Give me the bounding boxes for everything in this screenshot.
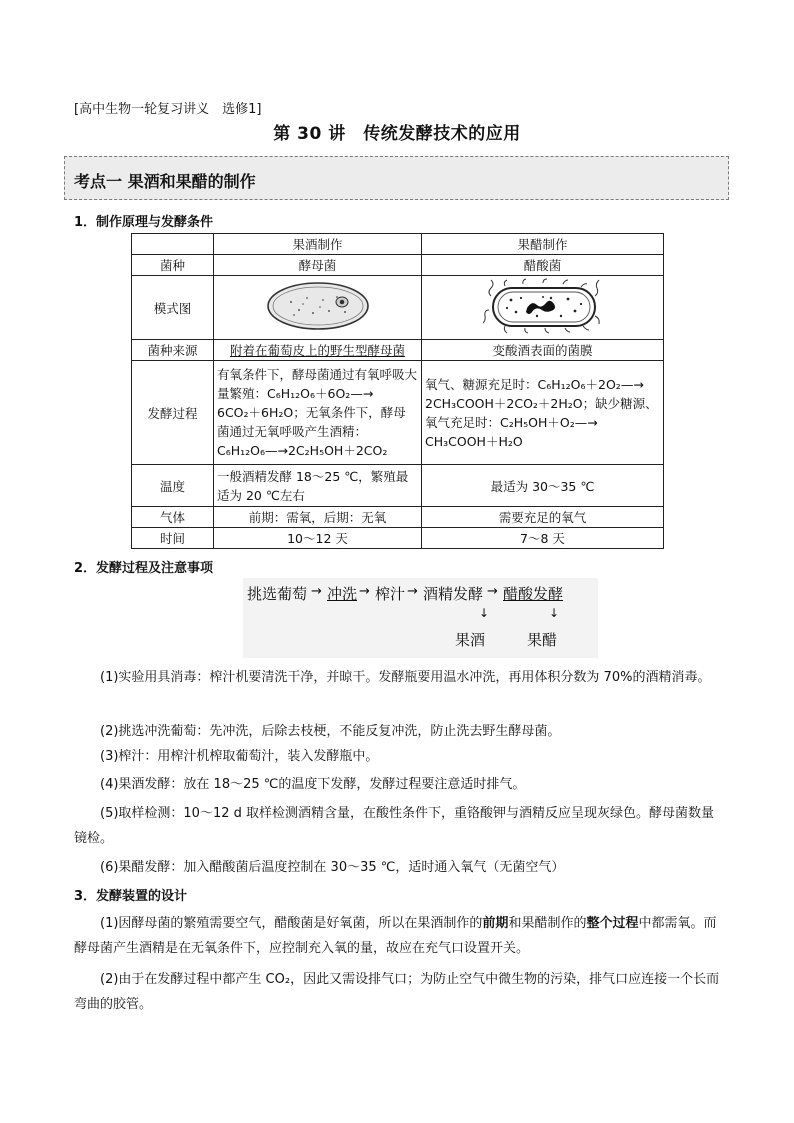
table-row bbox=[132, 234, 664, 255]
kaodian-title: 考点一 果酒和果醋的制作 bbox=[74, 172, 256, 191]
bacteria-cell-diagram bbox=[483, 278, 603, 334]
table-cell: 需要充足的氧气 bbox=[422, 507, 664, 528]
table-header-empty bbox=[132, 234, 214, 255]
table-cell: 10～12 天 bbox=[214, 528, 422, 549]
flow-step: 醋酸发酵 bbox=[503, 585, 564, 603]
table-row bbox=[132, 361, 664, 465]
process-wine-line: 6CO₂＋6H₂O；无氧条件下，酵母菌通过无氧呼吸产生酒精： bbox=[217, 405, 406, 439]
flow-step: 榨汁 bbox=[375, 585, 406, 603]
row-label: 温度 bbox=[132, 465, 214, 507]
process-wine-cell bbox=[214, 361, 422, 465]
emphasis: 前期 bbox=[482, 916, 509, 931]
emphasis: 整个过程 bbox=[586, 916, 639, 931]
flow-step: 冲洗 bbox=[327, 585, 358, 603]
row-label: 发酵过程 bbox=[132, 361, 214, 465]
flow-step: 酒精发酵 bbox=[423, 585, 484, 603]
table-row bbox=[132, 528, 664, 549]
table-row bbox=[132, 507, 664, 528]
table-cell: 酵母菌 bbox=[214, 255, 422, 276]
paragraph: (3)榨汁：用榨汁机榨取葡萄汁，装入发酵瓶中。 bbox=[100, 749, 379, 764]
table-cell: 最适为 30～35 ℃ bbox=[422, 465, 664, 507]
text-run: 中都需氧。而酵母菌产生酒精是在无氧条件下，应控制充入氧的量，故应在充气口设置开关。 bbox=[74, 916, 717, 956]
flow-down-arrow: ↓ bbox=[479, 606, 490, 620]
section-2-heading: 2．发酵过程及注意事项 bbox=[74, 561, 214, 576]
table-cell: 前期：需氧，后期：无氧 bbox=[214, 507, 422, 528]
process-vinegar-line: 2CH₃COOH＋2CO₂＋2H₂O；缺少糖源、氧气充足时：C₂H₅OH＋O₂—→ bbox=[425, 395, 658, 430]
row-label: 时间 bbox=[132, 528, 214, 549]
text-run: (1)因酵母菌的繁殖需要空气，醋酸菌是好氧菌，所以在果酒制作的 bbox=[100, 916, 483, 931]
bacteria-diagram-cell bbox=[422, 276, 664, 340]
process-flow-diagram bbox=[243, 578, 598, 658]
row-label: 气体 bbox=[132, 507, 214, 528]
paragraph: (5)取样检测：10～12 d 取样检测酒精含量，在酸性条件下，重铬酸钾与酒精反应呈现灰绿色。酵母菌数量镜检。 bbox=[74, 806, 715, 846]
table-header-wine: 果酒制作 bbox=[214, 234, 422, 255]
paragraph: (2)由于在发酵过程中都产生 CO₂，因此又需设排气口；为防止空气中微生物的污染，排气口应连接一个长而弯曲的胶管。 bbox=[74, 972, 720, 1012]
paragraph: (6)果醋发酵：加入醋酸菌后温度控制在 30～35 ℃，适时通入氧气（无菌空气） bbox=[100, 860, 565, 875]
principle-table bbox=[131, 233, 664, 549]
text-run: 和果醋制作的 bbox=[508, 916, 587, 931]
flow-arrow: → bbox=[359, 584, 370, 599]
table-row bbox=[132, 465, 664, 507]
process-vinegar-cell bbox=[422, 361, 664, 465]
table-cell: 一般酒精发酵 18～25 ℃，繁殖最适为 20 ℃左右 bbox=[214, 465, 422, 507]
process-vinegar-line: 氧气、糖源充足时：C₆H₁₂O₆＋2O₂—→ bbox=[425, 376, 644, 392]
section-1-heading: 1．制作原理与发酵条件 bbox=[74, 215, 214, 230]
table-header-vinegar: 果醋制作 bbox=[422, 234, 664, 255]
paragraph bbox=[74, 911, 724, 961]
table-row bbox=[132, 255, 664, 276]
flow-product-vinegar: 果醋 bbox=[527, 631, 558, 649]
process-wine-line: 有氧条件下，酵母菌通过有氧呼吸大量繁殖：C₆H₁₂O₆＋6O₂—→ bbox=[217, 367, 418, 401]
yeast-diagram-cell bbox=[214, 276, 422, 340]
table-cell: 附着在葡萄皮上的野生型酵母菌 bbox=[214, 340, 422, 361]
page-title: 第 30 讲 传统发酵技术的应用 bbox=[273, 124, 521, 144]
flow-product-wine: 果酒 bbox=[455, 631, 486, 649]
table-cell: 变酸酒表面的菌膜 bbox=[422, 340, 664, 361]
paragraph: (4)果酒发酵：放在 18～25 ℃的温度下发酵，发酵过程要注意适时排气。 bbox=[100, 777, 526, 792]
paragraph: (1)实验用具消毒：榨汁机要清洗干净，并晾干。发酵瓶要用温水冲洗，再用体积分数为 70%的酒精消毒。 bbox=[100, 670, 711, 685]
row-label: 菌种 bbox=[132, 255, 214, 276]
table-cell: 醋酸菌 bbox=[422, 255, 664, 276]
flow-arrow: → bbox=[487, 584, 498, 599]
table-cell: 7～8 天 bbox=[422, 528, 664, 549]
flow-arrow: → bbox=[311, 584, 322, 599]
series-label: [高中生物一轮复习讲义 选修1] bbox=[74, 102, 262, 117]
flow-arrow: → bbox=[407, 584, 418, 599]
flow-down-arrow: ↓ bbox=[549, 606, 560, 620]
table-row bbox=[132, 276, 664, 340]
flow-step: 挑选葡萄 bbox=[247, 585, 308, 603]
paragraph: (2)挑选冲洗葡萄：先冲洗，后除去枝梗，不能反复冲洗，防止洗去野生酵母菌。 bbox=[100, 724, 561, 739]
table-row bbox=[132, 340, 664, 361]
row-label: 模式图 bbox=[132, 276, 214, 340]
process-wine-line: C₆H₁₂O₆—→2C₂H₅OH＋2CO₂ bbox=[217, 443, 388, 458]
section-3-heading: 3．发酵装置的设计 bbox=[74, 889, 188, 904]
row-label: 菌种来源 bbox=[132, 340, 214, 361]
process-vinegar-line: CH₃COOH＋H₂O bbox=[425, 433, 523, 449]
yeast-cell-diagram bbox=[263, 280, 373, 332]
